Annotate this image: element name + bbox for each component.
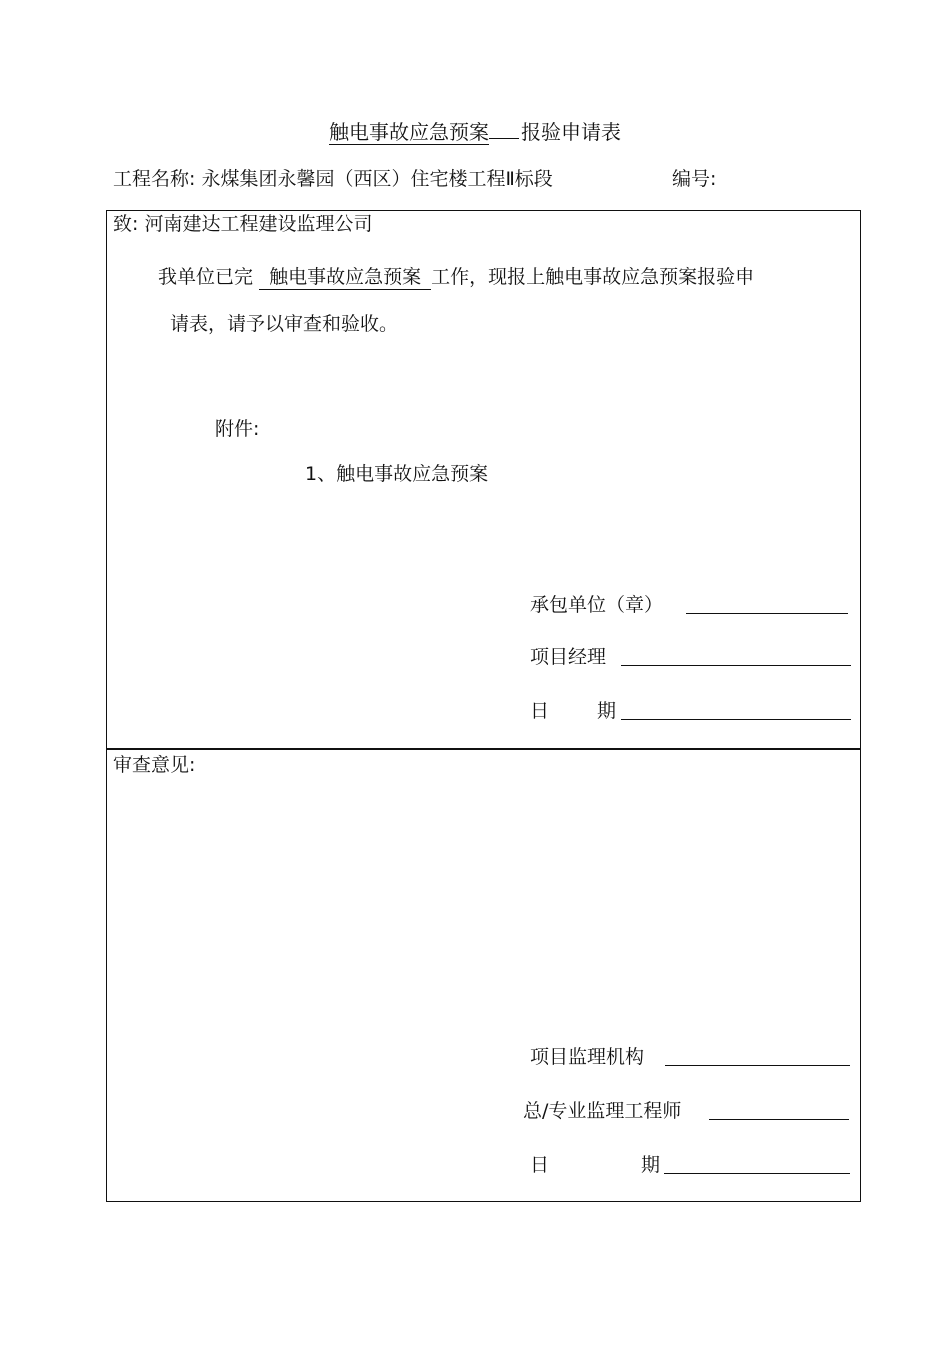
review-date-line [664,1157,850,1174]
project-value: 永煤集团永馨园（西区）住宅楼工程Ⅱ标段 [201,168,553,190]
body-prefix: 我单位已完 [158,266,254,288]
project-name-row [113,170,553,189]
body-line-1 [158,268,754,290]
manager-signature-line [621,649,851,666]
contractor-row [530,596,663,615]
review-date-char-1: 日 [530,1154,550,1176]
date-char-2: 期 [597,700,617,722]
supervision-org-line [665,1049,850,1066]
date-char-1: 日 [530,700,550,722]
to-label: 致: [113,213,139,235]
page-title [0,122,950,145]
project-label: 工程名称: [113,168,196,190]
title-blank [489,138,519,139]
date-line-1 [621,703,851,720]
contractor-label: 承包单位（章） [530,594,664,616]
review-section [106,748,861,1202]
number-label: 编号: [672,168,717,190]
supervision-org-label: 项目监理机构 [530,1046,645,1068]
title-underlined: 触电事故应急预案 [329,120,489,144]
contractor-signature-line [686,597,848,614]
body-suffix: 工作，现报上触电事故应急预案报验申 [431,266,755,288]
review-date-char-2: 期 [641,1154,661,1176]
attachment-label: 附件: [215,418,260,440]
title-rest: 报验申请表 [521,120,621,144]
engineer-signature-line [709,1103,849,1120]
attachment-item: 1、触电事故应急预案 [305,463,489,485]
manager-label: 项目经理 [530,646,607,668]
review-label: 审查意见: [113,754,196,776]
engineer-label: 总/专业监理工程师 [523,1100,682,1122]
to-row [113,215,372,234]
body-line-2: 请表，请予以审查和验收。 [170,313,399,335]
to-value: 河南建达工程建设监理公司 [144,213,373,235]
body-work: 触电事故应急预案 [259,268,431,290]
